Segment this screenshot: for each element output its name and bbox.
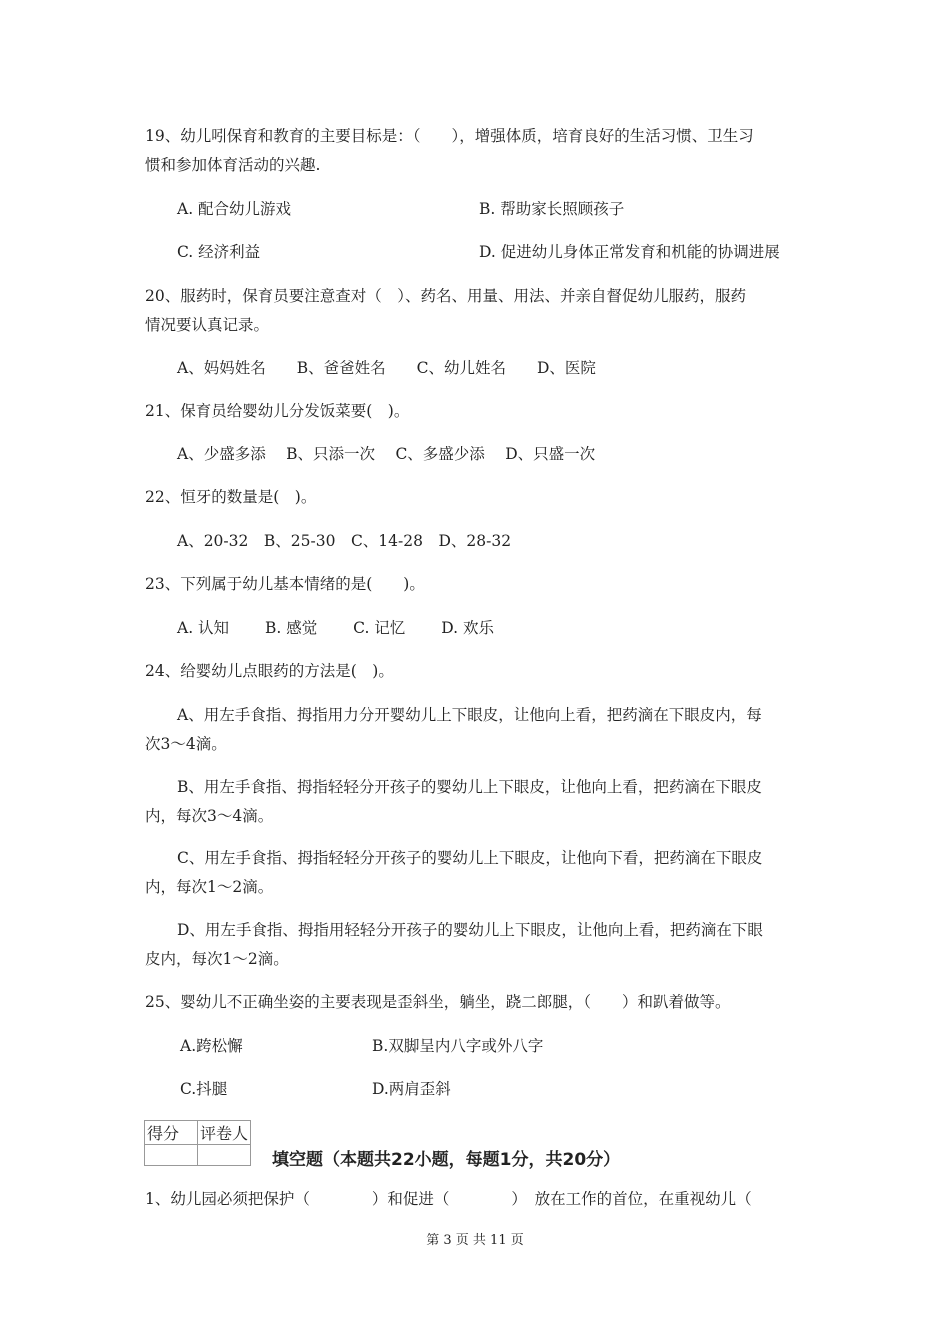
q24-option-a-line1: A、用左手食指、拇指用力分开婴幼儿上下眼皮，让他向上看，把药滴在下眼皮内，每 xyxy=(177,706,762,724)
score-label: 得分 xyxy=(145,1121,198,1145)
q24-option-b-line2: 内，每次3～4滴。 xyxy=(145,807,274,825)
q22-stem: 22、恒牙的数量是( )。 xyxy=(145,488,317,506)
q24-option-c-line1: C、用左手食指、拇指轻轻分开孩子的婴幼儿上下眼皮，让他向下看，把药滴在下眼皮 xyxy=(177,849,763,867)
fill1-stem: 1、幼儿园必须把保护（ ）和促进（ ） 放在工作的首位，在重视幼儿（ xyxy=(145,1190,752,1208)
q24-stem: 24、给婴幼儿点眼药的方法是( )。 xyxy=(145,662,394,680)
q21-options: A、少盛多添 B、只添一次 C、多盛少添 D、只盛一次 xyxy=(177,445,596,463)
q19-stem-line2: 惯和参加体育活动的兴趣. xyxy=(145,156,321,174)
grader-label: 评卷人 xyxy=(198,1121,251,1145)
q25-option-d: D.两肩歪斜 xyxy=(372,1080,451,1098)
q23-stem: 23、下列属于幼儿基本情绪的是( )。 xyxy=(145,575,425,593)
q20-options: A、妈妈姓名 B、爸爸姓名 C、幼儿姓名 D、医院 xyxy=(177,359,596,377)
q22-options: A、20-32 B、25-30 C、14-28 D、28-32 xyxy=(177,532,512,550)
score-cell xyxy=(145,1145,198,1166)
grader-cell xyxy=(198,1145,251,1166)
q24-option-b-line1: B、用左手食指、拇指轻轻分开孩子的婴幼儿上下眼皮，让他向上看，把药滴在下眼皮 xyxy=(177,778,762,796)
q24-option-a-line2: 次3～4滴。 xyxy=(145,735,227,753)
score-table xyxy=(144,1120,251,1166)
q25-option-b: B.双脚呈内八字或外八字 xyxy=(372,1037,544,1055)
q19-option-a: A. 配合幼儿游戏 xyxy=(177,200,292,218)
q19-option-d: D. 促进幼儿身体正常发育和机能的协调进展 xyxy=(479,243,780,261)
q25-option-c: C.抖腿 xyxy=(180,1080,228,1098)
q23-options: A. 认知 B. 感觉 C. 记忆 D. 欢乐 xyxy=(177,619,494,637)
q20-stem-line1: 20、服药时，保育员要注意查对（ ）、药名、用量、用法、并亲自督促幼儿服药，服药 xyxy=(145,287,746,305)
q19-stem-line1: 19、幼儿吲保育和教育的主要目标是：（ ），增强体质，培育良好的生活习惯、卫生习 xyxy=(145,127,754,145)
q20-stem-line2: 情况要认真记录。 xyxy=(145,316,270,334)
q25-option-a: A.跨松懈 xyxy=(180,1037,243,1055)
section-title: 填空题（本题共22小题，每题1分，共20分） xyxy=(272,1150,621,1170)
q19-option-b: B. 帮助家长照顾孩子 xyxy=(479,200,625,218)
page-footer: 第 3 页 共 11 页 xyxy=(426,1233,524,1248)
q24-option-c-line2: 内，每次1～2滴。 xyxy=(145,878,274,896)
q25-stem: 25、婴幼儿不正确坐姿的主要表现是歪斜坐，躺坐，跷二郎腿，（ ）和趴着做等。 xyxy=(145,993,731,1011)
q19-option-c: C. 经济利益 xyxy=(177,243,261,261)
q24-option-d-line2: 皮内，每次1～2滴。 xyxy=(145,950,289,968)
q21-stem: 21、保育员给婴幼儿分发饭菜要( )。 xyxy=(145,402,410,420)
q24-option-d-line1: D、用左手食指、拇指用轻轻分开孩子的婴幼儿上下眼皮，让他向上看，把药滴在下眼 xyxy=(177,921,763,939)
